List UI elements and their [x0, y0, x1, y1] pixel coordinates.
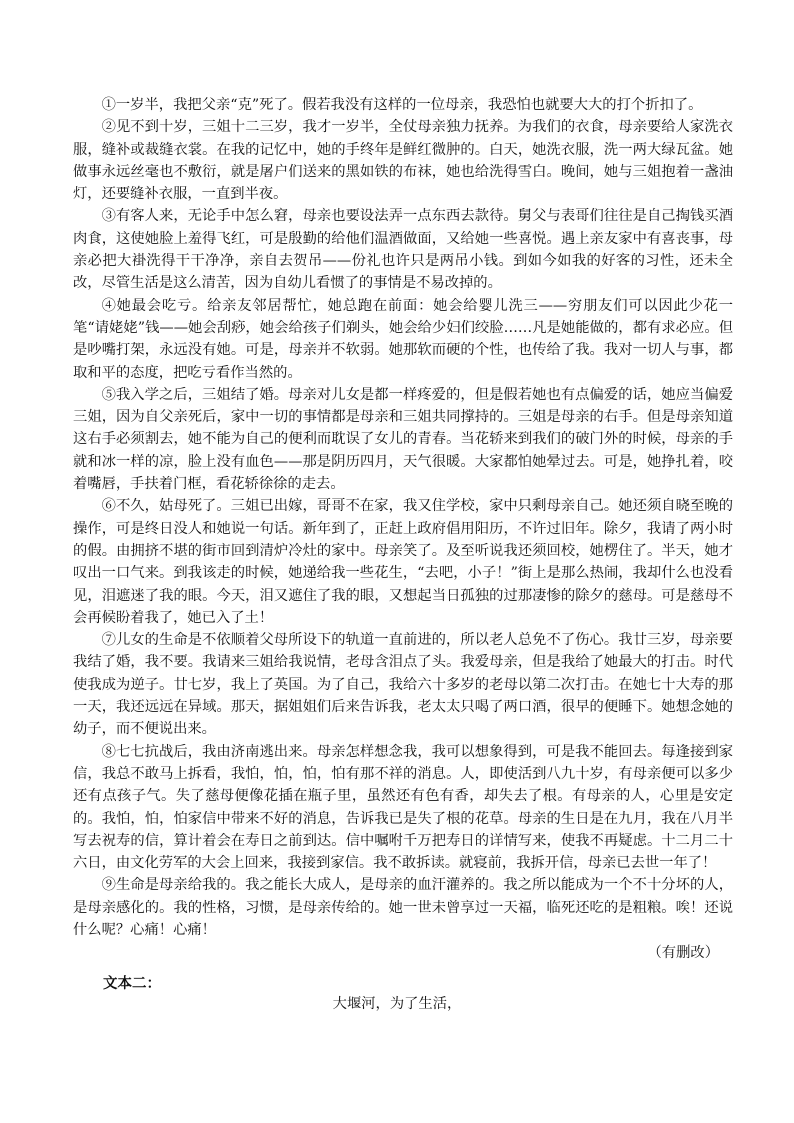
paragraph-4: ④她最会吃亏。给亲友邻居帮忙，她总跑在前面：她会给婴儿洗三——穷朋友们可以因此少花一笔“请姥姥”钱——她会刮痧，她会给孩子们剃头，她会给少妇们绞脸……凡是她能做的，都有求必应。但是吵嘴打架，永远没有她。可是，母亲并不软弱。她那软而硬的个性，也传给了我。我对一切人与事，都取和平的态度，把吃亏看作当然的。 [73, 297, 733, 381]
text-one [73, 94, 733, 965]
paragraph-7: ⑦儿女的生命是不依顺着父母所设下的轨道一直前进的，所以老人总免不了伤心。我廿三岁，母亲要我结了婚，我不要。我请来三姐给我说情，老母含泪点了头。我爱母亲，但是我给了她最大的打击。时代使我成为逆子。廿七岁，我上了英国。为了自己，我给六十多岁的老母以第二次打击。在她七十大寿的那一天，我还远远在异域。那天，据姐姐们后来告诉我，老太太只喝了两口酒，很早的便睡下。她想念她的幼子，而不便说出来。 [73, 632, 733, 738]
paragraph-5: ⑤我入学之后，三姐结了婚。母亲对儿女是都一样疼爱的，但是假若她也有点偏爱的话，她应当偏爱三姐，因为自父亲死后，家中一切的事情都是母亲和三姐共同撑持的。三姐是母亲的右手。但是母亲知道这右手必须割去，她不能为自己的便利而耽误了女儿的青春。当花轿来到我们的破门外的时候，母亲的手就和冰一样的凉，脸上没有血色——那是阴历四月，天气很暖。大家都怕她晕过去。可是，她挣扎着，咬着嘴唇，手扶着门框，看花轿徐徐的走去。 [73, 386, 733, 493]
paragraph-3: ③有客人来，无论手中怎么窘，母亲也要设法弄一点东西去款待。舅父与表哥们往往是自己掏钱买酒肉食，这使她脸上羞得飞红，可是殷勤的给他们温酒做面，又给她一些喜悦。遇上亲友家中有喜丧事，母亲必把大褂洗得干干净净，亲自去贺吊——份礼也许只是两吊小钱。到如今如我的好客的习性，还未全改，尽管生活是这么清苦，因为自幼儿看惯了的事情是不易改掉的。 [73, 208, 733, 292]
paragraph-2: ②见不到十岁，三姐十二三岁，我才一岁半，全仗母亲独力抚养。为我们的衣食，母亲要给人家洗衣服，缝补或裁缝衣裳。在我的记忆中，她的手终年是鲜红微肿的。白天，她洗衣服，洗一两大绿瓦盆。她做事永远丝毫也不敷衍，就是屠户们送来的黑如铁的布袜，她也给洗得雪白。晚间，她与三姐抱着一盏油灯，还要缝补衣服，一直到半夜。 [73, 119, 733, 203]
poem-first-line: 大堰河，为了生活， [332, 996, 462, 1012]
paragraph-6: ⑥不久，姑母死了。三姐已出嫁，哥哥不在家，我又住学校，家中只剩母亲自己。她还须自晓至晚的操作，可是终日没人和她说一句话。新年到了，正赶上政府倡用阳历，不许过旧年。除夕，我请了两小时的假。由拥挤不堪的街市回到清炉冷灶的家中。母亲笑了。及至听说我还须回校，她楞住了。半天，她才叹出一口气来。到我该走的时候，她递给我一些花生，“去吧，小子！”街上是那么热闹，我却什么也没看见，泪遮迷了我的眼。今天，泪又遮住了我的眼，又想起当日孤独的过那凄惨的除夕的慈母。可是慈母不会再候盼着我了，她已入了土！ [73, 498, 733, 626]
paragraph-8: ⑧七七抗战后，我由济南逃出来。母亲怎样想念我，我可以想象得到，可是我不能回去。每逢接到家信，我总不敢马上拆看，我怕，怕，怕，怕有那不祥的消息。人，即使活到八九十岁，有母亲便可以多少还有点孩子气。失了慈母便像花插在瓶子里，虽然还有色有香，却失去了根。有母亲的人，心里是安定的。我怕，怕，怕家信中带来不好的消息，告诉我已是失了根的花草。母亲的生日是在九月，我在八月半写去祝寿的信，算计着会在寿日之前到达。信中嘱咐千万把寿日的详情写来，使我不再疑虑。十二月二十六日，由文化劳军的大会上回来，我接到家信。我不敢拆读。就寝前，我拆开信，母亲已去世一年了！ [73, 743, 733, 872]
paragraph-1: ①一岁半，我把父亲“克”死了。假若我没有这样的一位母亲，我恐怕也就要大大的打个折扣了。 [101, 97, 703, 113]
paragraph-9: ⑨生命是母亲给我的。我之能长大成人，是母亲的血汗灌养的。我之所以能成为一个不十分坏的人，是母亲感化的。我的性格，习惯，是母亲传给的。她一世未曾享过一天福，临死还吃的是粗粮。唉！还说什么呢？心痛！心痛！ [73, 877, 733, 938]
text-two-heading: 文本二： [103, 976, 161, 992]
abridged-note: （有删改） [647, 945, 719, 962]
